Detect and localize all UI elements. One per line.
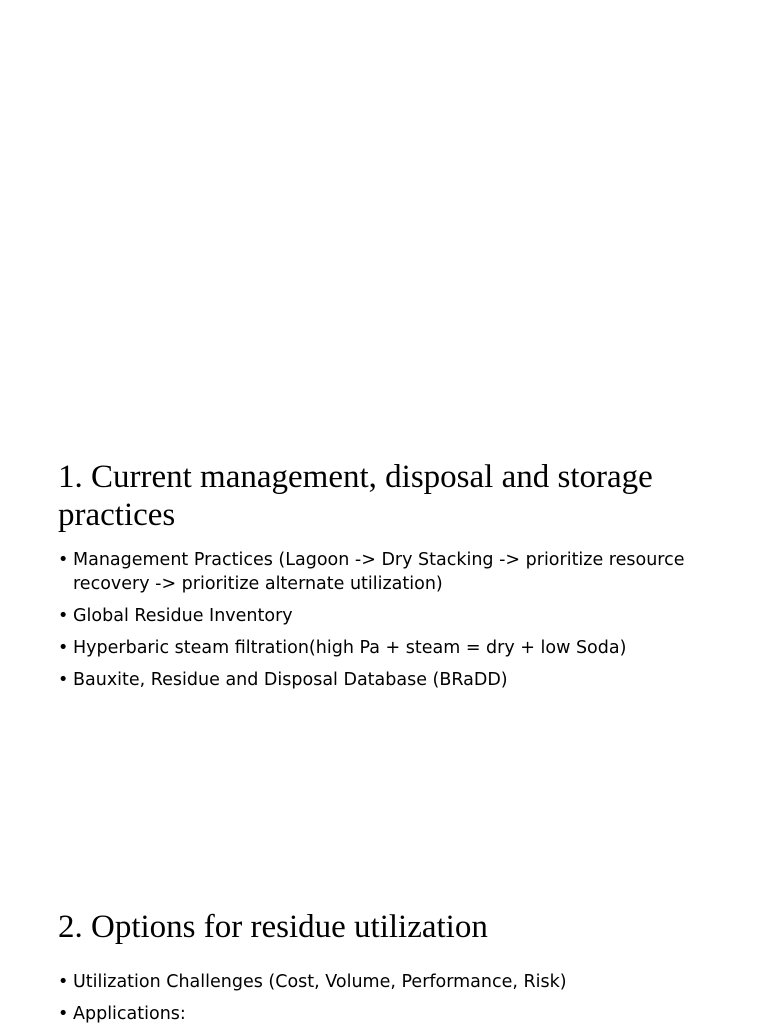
- bullet-icon: •: [58, 550, 69, 570]
- bullet-item-bradd: [58, 668, 748, 692]
- section-residue-utilization: [58, 908, 748, 1034]
- bullet-text: Utilization Challenges (Cost, Volume, Performance, Risk): [73, 972, 567, 992]
- section-current-management: [58, 458, 748, 700]
- bullet-text: Hyperbaric steam filtration(high Pa + steam = dry + low Soda): [73, 638, 627, 658]
- section-heading: 2. Options for residue utilization: [58, 909, 488, 945]
- bullet-list: [58, 548, 748, 692]
- section-heading: 1. Current management, disposal and storage practices: [58, 459, 653, 533]
- bullet-item-utilization-challenges: [58, 970, 748, 994]
- bullet-item-applications: [58, 1002, 748, 1026]
- bullet-icon: •: [58, 606, 69, 626]
- bullet-item-global-inventory: [58, 604, 748, 628]
- bullet-item-hyperbaric-filtration: [58, 636, 748, 660]
- bullet-item-management-practices: [58, 548, 748, 596]
- bullet-icon: •: [58, 972, 69, 992]
- bullet-icon: •: [58, 638, 69, 658]
- bullet-icon: •: [58, 670, 69, 690]
- bullet-text: Bauxite, Residue and Disposal Database (BRaDD): [73, 670, 508, 690]
- bullet-text: Global Residue Inventory: [73, 606, 293, 626]
- bullet-text: Applications:: [73, 1004, 186, 1024]
- bullet-icon: •: [58, 1004, 69, 1024]
- bullet-text: Management Practices (Lagoon -> Dry Stacking -> prioritize resource recovery -> prioritize alternate utilization): [73, 550, 685, 594]
- bullet-list: [58, 970, 748, 1026]
